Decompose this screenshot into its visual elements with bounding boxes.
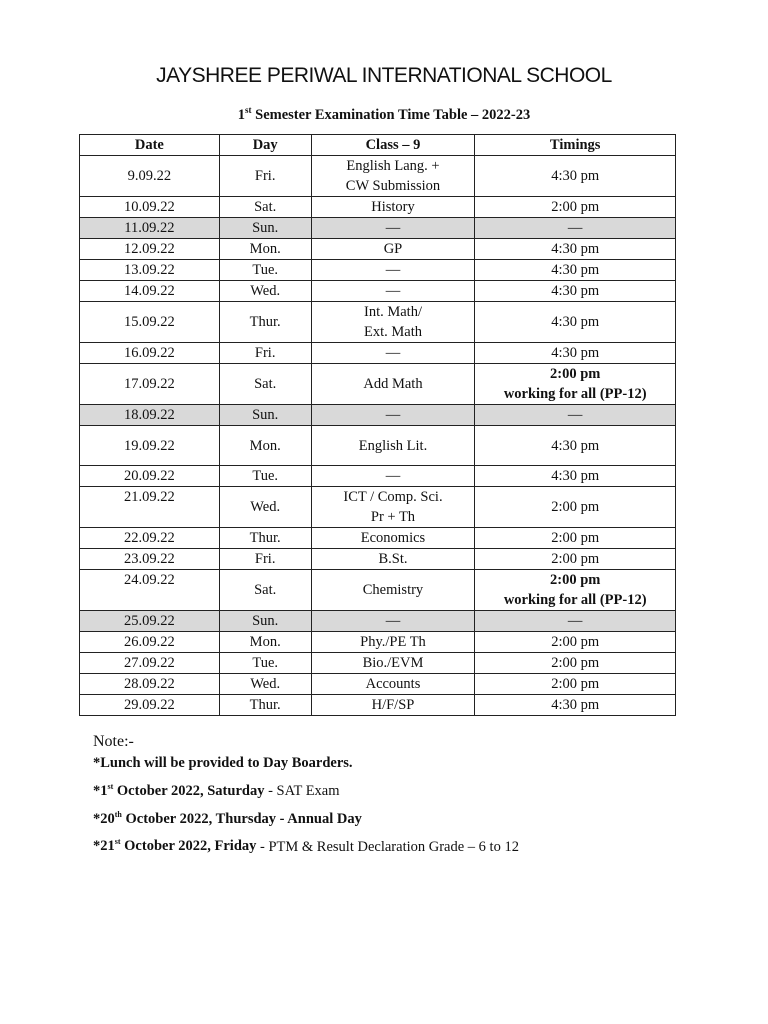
timing-line: — bbox=[567, 220, 583, 236]
cell-timing bbox=[475, 405, 676, 426]
note-item bbox=[93, 838, 519, 856]
cell-timing bbox=[475, 653, 676, 674]
cell-timing bbox=[475, 549, 676, 570]
cell-date: 11.09.22 bbox=[80, 218, 220, 239]
table-row bbox=[80, 302, 676, 343]
cell-date: 25.09.22 bbox=[80, 611, 220, 632]
subject-line: H/F/SP bbox=[371, 697, 415, 713]
cell-subject bbox=[311, 302, 475, 343]
cell-date: 28.09.22 bbox=[80, 674, 220, 695]
table-row bbox=[80, 405, 676, 426]
cell-subject bbox=[311, 281, 475, 302]
table-row bbox=[80, 632, 676, 653]
cell-subject bbox=[311, 632, 475, 653]
cell-subject bbox=[311, 611, 475, 632]
subject-line: — bbox=[385, 613, 401, 629]
cell-date: 15.09.22 bbox=[80, 302, 220, 343]
table-row bbox=[80, 426, 676, 466]
cell-timing bbox=[475, 695, 676, 716]
cell-timing bbox=[475, 674, 676, 695]
header-timings: Timings bbox=[475, 135, 676, 156]
cell-day: Fri. bbox=[219, 156, 311, 197]
note-ordinal: th bbox=[114, 809, 122, 819]
header-day: Day bbox=[219, 135, 311, 156]
note-date-text: October 2022, Friday bbox=[120, 838, 257, 855]
note-item bbox=[93, 810, 519, 828]
cell-day: Sun. bbox=[219, 611, 311, 632]
subject-line: Int. Math/ bbox=[363, 304, 422, 320]
subject-line: Phy./PE Th bbox=[360, 634, 426, 650]
cell-subject bbox=[311, 487, 475, 528]
subject-line: Add Math bbox=[363, 376, 423, 392]
note-event-text: - SAT Exam bbox=[264, 782, 340, 799]
cell-subject bbox=[311, 570, 475, 611]
timing-line: 4:30 pm bbox=[551, 241, 600, 257]
cell-timing bbox=[475, 426, 676, 466]
cell-day: Tue. bbox=[219, 653, 311, 674]
cell-subject bbox=[311, 466, 475, 487]
cell-timing bbox=[475, 197, 676, 218]
cell-date: 16.09.22 bbox=[80, 343, 220, 364]
timing-line: 2:00 pm bbox=[551, 499, 600, 515]
cell-subject bbox=[311, 197, 475, 218]
cell-day: Tue. bbox=[219, 260, 311, 281]
cell-timing bbox=[475, 364, 676, 405]
cell-day: Wed. bbox=[219, 487, 311, 528]
cell-subject bbox=[311, 549, 475, 570]
table-row bbox=[80, 218, 676, 239]
cell-date: 12.09.22 bbox=[80, 239, 220, 260]
cell-subject bbox=[311, 426, 475, 466]
cell-timing bbox=[475, 632, 676, 653]
cell-date: 27.09.22 bbox=[80, 653, 220, 674]
table-row bbox=[80, 487, 676, 528]
note-date-text: October 2022, Thursday - Annual Day bbox=[121, 810, 362, 827]
cell-day: Sun. bbox=[219, 405, 311, 426]
cell-date: 24.09.22 bbox=[80, 570, 220, 611]
cell-subject bbox=[311, 156, 475, 197]
cell-timing bbox=[475, 156, 676, 197]
subject-line: — bbox=[385, 283, 401, 299]
subject-line: CW Submission bbox=[345, 178, 441, 194]
note-item bbox=[93, 782, 519, 800]
subject-line: Ext. Math bbox=[363, 324, 422, 340]
cell-timing bbox=[475, 570, 676, 611]
cell-subject bbox=[311, 260, 475, 281]
timing-line: 4:30 pm bbox=[551, 262, 600, 278]
table-row bbox=[80, 364, 676, 405]
cell-day: Sun. bbox=[219, 218, 311, 239]
cell-timing bbox=[475, 239, 676, 260]
cell-day: Wed. bbox=[219, 674, 311, 695]
timetable bbox=[79, 134, 676, 716]
timing-line: 2:00 pm bbox=[551, 551, 600, 567]
subject-line: English Lang. + bbox=[346, 158, 440, 174]
note-items bbox=[93, 782, 519, 855]
note-day-number: *1 bbox=[93, 782, 108, 799]
cell-day: Fri. bbox=[219, 549, 311, 570]
table-row bbox=[80, 528, 676, 549]
cell-date: 19.09.22 bbox=[80, 426, 220, 466]
cell-date: 29.09.22 bbox=[80, 695, 220, 716]
note-ordinal: st bbox=[107, 782, 114, 791]
subject-line: B.St. bbox=[378, 551, 408, 567]
cell-subject bbox=[311, 364, 475, 405]
table-row bbox=[80, 570, 676, 611]
note-lunch bbox=[93, 755, 519, 772]
cell-timing bbox=[475, 528, 676, 549]
cell-day: Sat. bbox=[219, 364, 311, 405]
subject-line: ICT / Comp. Sci. bbox=[343, 489, 443, 505]
subject-line: — bbox=[385, 407, 401, 423]
timing-line: 4:30 pm bbox=[551, 345, 600, 361]
timing-line: 2:00 pm bbox=[551, 655, 600, 671]
timing-line: 4:30 pm bbox=[551, 314, 600, 330]
table-row bbox=[80, 343, 676, 364]
cell-subject bbox=[311, 405, 475, 426]
cell-timing bbox=[475, 302, 676, 343]
note-item-date bbox=[93, 811, 362, 827]
timing-line: 4:30 pm bbox=[551, 283, 600, 299]
table-row bbox=[80, 466, 676, 487]
subject-line: Accounts bbox=[365, 676, 421, 692]
cell-date: 21.09.22 bbox=[80, 487, 220, 528]
cell-date: 13.09.22 bbox=[80, 260, 220, 281]
cell-date: 20.09.22 bbox=[80, 466, 220, 487]
cell-date: 18.09.22 bbox=[80, 405, 220, 426]
cell-subject bbox=[311, 695, 475, 716]
exam-subtitle bbox=[0, 105, 768, 124]
table-row bbox=[80, 611, 676, 632]
cell-day: Thur. bbox=[219, 528, 311, 549]
header-date: Date bbox=[80, 135, 220, 156]
cell-subject bbox=[311, 528, 475, 549]
note-event-text: - PTM & Result Declaration Grade – 6 to 12 bbox=[256, 838, 519, 855]
table-row bbox=[80, 156, 676, 197]
subtitle-ordinal: st bbox=[245, 105, 252, 115]
timing-line: 2:00 pm bbox=[550, 366, 601, 382]
timing-line: working for all (PP-12) bbox=[503, 386, 647, 402]
notes-heading: Note:- bbox=[93, 733, 134, 750]
cell-timing bbox=[475, 281, 676, 302]
note-date-text: October 2022, Saturday bbox=[113, 782, 265, 799]
timing-line: working for all (PP-12) bbox=[503, 592, 647, 608]
subject-line: — bbox=[385, 468, 401, 484]
timing-line: 2:00 pm bbox=[551, 199, 600, 215]
subject-line: English Lit. bbox=[358, 437, 428, 454]
note-day-number: *20 bbox=[93, 810, 115, 827]
cell-subject bbox=[311, 674, 475, 695]
cell-date: 22.09.22 bbox=[80, 528, 220, 549]
cell-day: Mon. bbox=[219, 426, 311, 466]
note-item-date bbox=[93, 783, 264, 799]
cell-day: Wed. bbox=[219, 281, 311, 302]
table-row bbox=[80, 695, 676, 716]
timing-line: 2:00 pm bbox=[551, 676, 600, 692]
timing-line: 4:30 pm bbox=[551, 697, 600, 713]
subtitle-number: 1 bbox=[237, 106, 245, 123]
timing-line: — bbox=[567, 407, 583, 423]
table-row bbox=[80, 549, 676, 570]
cell-date: 17.09.22 bbox=[80, 364, 220, 405]
cell-date: 10.09.22 bbox=[80, 197, 220, 218]
timing-line: 2:00 pm bbox=[551, 634, 600, 650]
cell-date: 9.09.22 bbox=[80, 156, 220, 197]
subject-line: Economics bbox=[360, 530, 426, 546]
cell-day: Mon. bbox=[219, 632, 311, 653]
note-item-date bbox=[93, 838, 256, 854]
cell-timing bbox=[475, 260, 676, 281]
cell-day: Mon. bbox=[219, 239, 311, 260]
table-row bbox=[80, 674, 676, 695]
cell-day: Fri. bbox=[219, 343, 311, 364]
subject-line: — bbox=[385, 262, 401, 278]
timing-line: 2:00 pm bbox=[551, 530, 600, 546]
cell-subject bbox=[311, 218, 475, 239]
subject-line: — bbox=[385, 345, 401, 361]
school-title: JAYSHREE PERIWAL INTERNATIONAL SCHOOL bbox=[156, 64, 612, 87]
cell-day: Sat. bbox=[219, 570, 311, 611]
notes-section bbox=[93, 733, 519, 865]
cell-timing bbox=[475, 487, 676, 528]
table-row bbox=[80, 239, 676, 260]
table-row bbox=[80, 197, 676, 218]
note-ordinal: st bbox=[114, 837, 121, 847]
cell-timing bbox=[475, 343, 676, 364]
cell-timing bbox=[475, 466, 676, 487]
note-day-number: *21 bbox=[93, 838, 115, 855]
subject-line: — bbox=[385, 220, 401, 236]
subject-line: History bbox=[371, 199, 415, 215]
subject-line: Bio./EVM bbox=[362, 655, 424, 671]
cell-date: 23.09.22 bbox=[80, 549, 220, 570]
timing-line: 2:00 pm bbox=[550, 572, 601, 588]
note-lunch-text: *Lunch will be provided to Day Boarders. bbox=[93, 755, 353, 771]
cell-day: Sat. bbox=[219, 197, 311, 218]
cell-subject bbox=[311, 239, 475, 260]
cell-date: 26.09.22 bbox=[80, 632, 220, 653]
table-row bbox=[80, 281, 676, 302]
timing-line: 4:30 pm bbox=[551, 437, 600, 454]
cell-day: Tue. bbox=[219, 466, 311, 487]
cell-day: Thur. bbox=[219, 695, 311, 716]
cell-timing bbox=[475, 611, 676, 632]
subject-line: Chemistry bbox=[362, 582, 424, 598]
subject-line: GP bbox=[383, 241, 403, 257]
header-class: Class – 9 bbox=[311, 135, 475, 156]
timing-line: 4:30 pm bbox=[551, 168, 600, 184]
subtitle-text: Semester Examination Time Table – 2022-23 bbox=[255, 106, 531, 123]
timing-line: 4:30 pm bbox=[551, 468, 600, 484]
cell-subject bbox=[311, 343, 475, 364]
cell-day: Thur. bbox=[219, 302, 311, 343]
timetable-body bbox=[80, 156, 676, 716]
cell-date: 14.09.22 bbox=[80, 281, 220, 302]
subject-line: Pr + Th bbox=[370, 509, 416, 525]
cell-timing bbox=[475, 218, 676, 239]
timetable-header-row bbox=[80, 135, 676, 156]
cell-subject bbox=[311, 653, 475, 674]
table-row bbox=[80, 260, 676, 281]
timing-line: — bbox=[567, 613, 583, 629]
table-row bbox=[80, 653, 676, 674]
